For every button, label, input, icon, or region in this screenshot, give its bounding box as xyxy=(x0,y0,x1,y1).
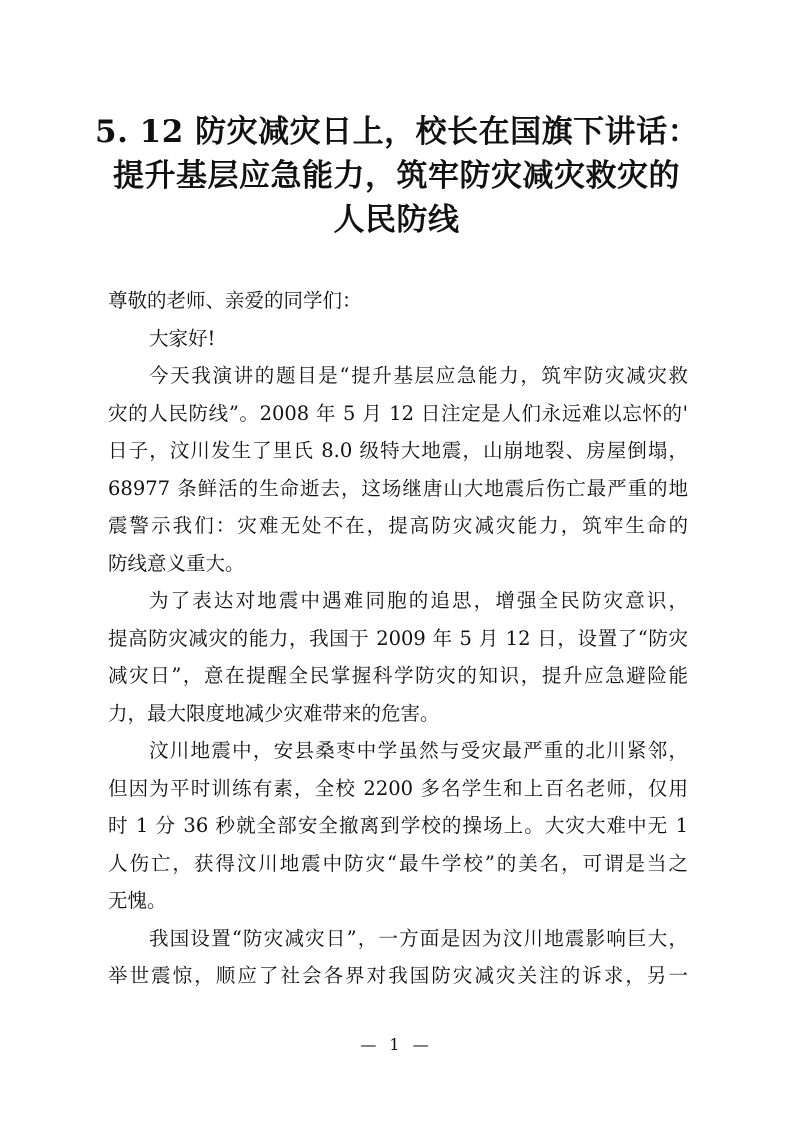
paragraph-line: 防线意义重大。 xyxy=(108,551,245,575)
paragraph-2 xyxy=(108,582,688,732)
document-title xyxy=(95,110,698,242)
paragraph-line: 今天我演讲的题目是“提升基层应急能力，筑牢防灾减灾救 xyxy=(149,364,688,387)
document-body xyxy=(108,282,688,995)
title-line: 5. 12 防灾减灾日上，校长在国旗下讲话： xyxy=(95,114,700,150)
title-line: 人民防线 xyxy=(333,202,460,238)
paragraph-line: 我国设置“防灾减灾日”，一方面是因为汶川地震影响巨大， xyxy=(149,926,688,950)
paragraph-3 xyxy=(108,732,688,920)
paragraph-4 xyxy=(108,920,688,995)
paragraph-line: 灾的人民防线”。2008 年 5 月 12 日注定是人们永远难以忘怀的' xyxy=(108,401,688,425)
paragraph-1 xyxy=(108,357,688,582)
paragraph-line: 日子，汶川发生了里氏 8.0 级特大地震，山崩地裂、房屋倒塌， xyxy=(108,439,688,462)
paragraph-line: 无愧。 xyxy=(108,889,167,912)
paragraph-line: 减灾日”，意在提醒全民掌握科学防灾的知识，提升应急避险能 xyxy=(108,664,688,687)
paragraph-line: 时 1 分 36 秒就全部安全撤离到学校的操场上。大灾大难中无 1 xyxy=(108,814,688,837)
paragraph-line: 人伤亡，获得汶川地震中防灾“最牛学校”的美名，可谓是当之 xyxy=(108,851,688,875)
greeting: 大家好! xyxy=(149,326,216,350)
paragraph-line: 举世震惊，顺应了社会各界对我国防灾减灾关注的诉求，另一 xyxy=(108,964,688,987)
paragraph-line: 为了表达对地震中遇难同胞的追思，增强全民防灾意识， xyxy=(149,589,688,612)
page-number: — 1 — xyxy=(360,1035,433,1054)
paragraph-line: 震警示我们：灾难无处不在，提高防灾减灾能力，筑牢生命的 xyxy=(108,514,688,537)
paragraph-line: 汶川地震中，安县桑枣中学虽然与受灾最严重的北川紧邻， xyxy=(149,739,688,762)
paragraph-line: 但因为平时训练有素，全校 2200 多名学生和上百名老师，仅用 xyxy=(108,776,688,800)
paragraph-line: 68977 条鲜活的生命逝去，这场继唐山大地震后伤亡最严重的地 xyxy=(108,476,688,500)
paragraph-line: 提高防灾减灾的能力，我国于 2009 年 5 月 12 日，设置了“防灾 xyxy=(108,626,688,650)
paragraph-line: 力，最大限度地减少灾难带来的危害。 xyxy=(108,701,440,725)
salutation: 尊敬的老师、亲爱的同学们： xyxy=(108,289,362,312)
title-line: 提升基层应急能力，筑牢防灾减灾救灾的 xyxy=(113,158,680,194)
